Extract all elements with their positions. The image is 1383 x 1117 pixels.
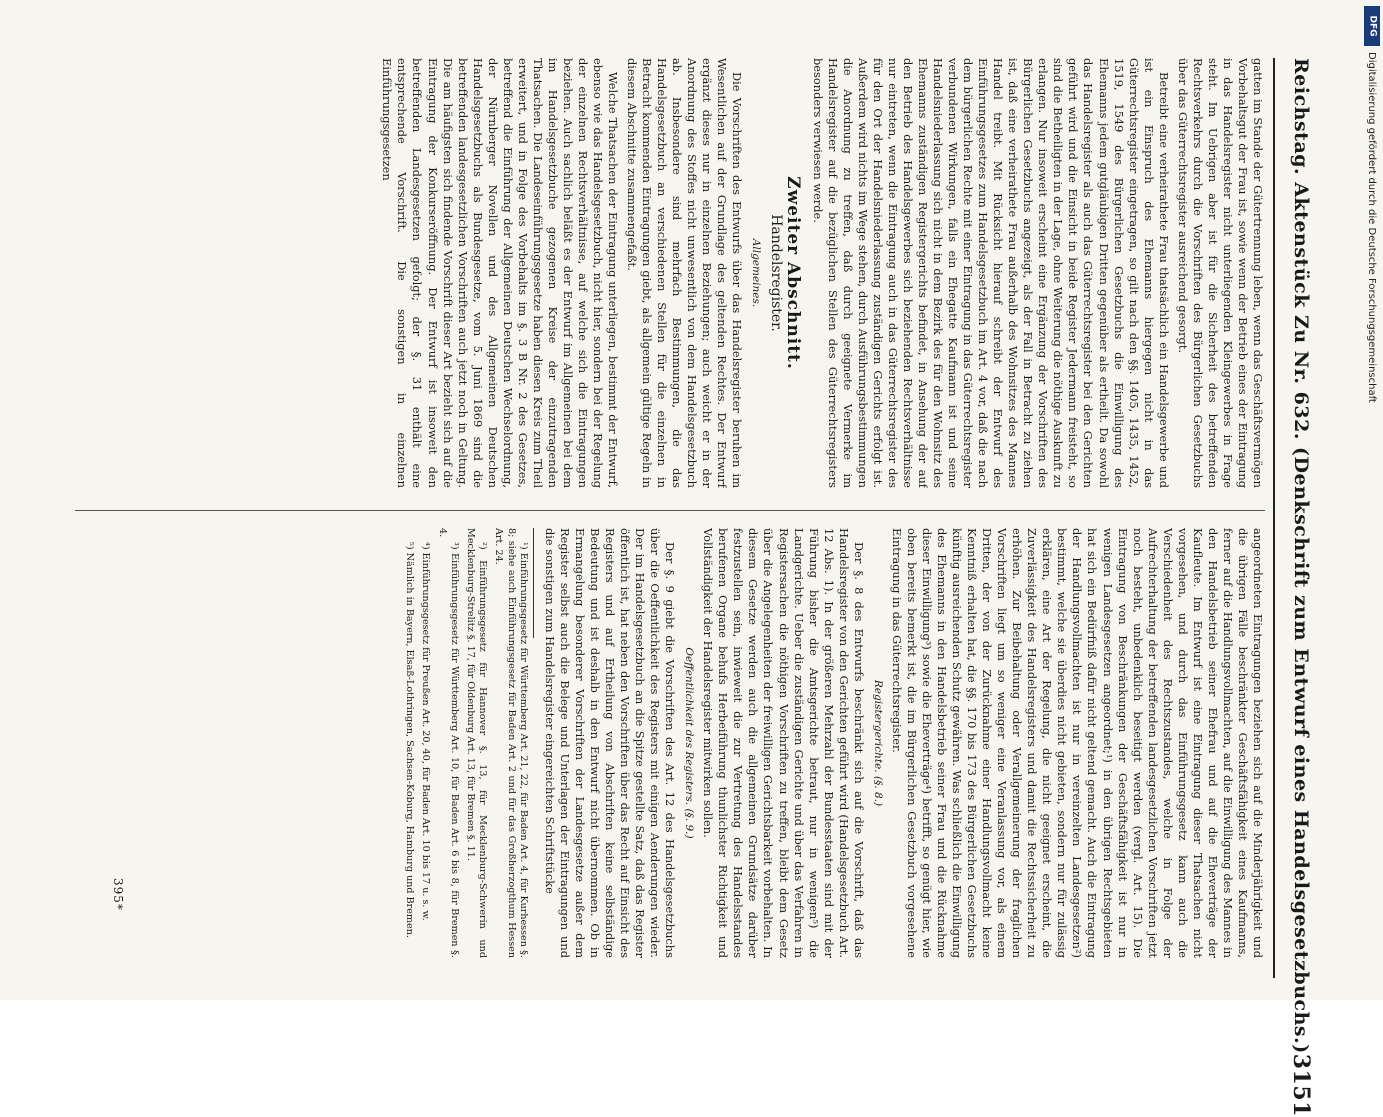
subheading-registergerichte: Registergerichte. (§. 8.) [871, 679, 884, 807]
section-intro-heading: Allgemeines. [750, 238, 763, 308]
page-number: 3151 [1288, 1053, 1314, 1117]
running-header [1277, 58, 1325, 1117]
column-divider [75, 510, 1265, 511]
dfg-funding-note: Digitalisierung gefördert durch die Deutsche Forschungsgemeinschaft [1366, 52, 1377, 403]
subheading-oeffentlichkeit: Oeffentlichkeit des Registers. (§. 9.) [683, 647, 696, 839]
paragraph: Der §. 8 des Entwurfs beschränkt sich auf die Vorschrift, daß das Handelsregister von den Gerichten geführt wird (Handelsgesetzbuch Art. 12 Abs. 1). In der größeren Mehrzahl der Bundesstaaten sind mit der Führung bisher die Amtsgerichte betraut, nur in wenigen⁵) die Landgerichte. Ueber die zuständigen Gerichte und über das Verfahren in Registersachen die nöthigen Vorschriften zu treffen, bleibt dem Gesetz über die Angelegenheiten der freiwilligen Gerichtsbarkeit vorbehalten. In diesem Gesetze werden auch die allgemeinen Grundsätze darüber festzustellen sein, inwieweit die zur Vertretung des Handelsstandes berufenen Organe behufs Herbeiführung thunlichster Richtigkeit und Vollständigkeit der Handelsregister mitwirken sollen. [701, 528, 866, 958]
section-title: Zweiter Abschnitt. [782, 176, 803, 370]
paragraph: angeordneten Eintragungen beziehen sich auf die Minderjährigkeit und die übrigen Fälle beschränkter Geschäftsfähigkeit eines Kaufmanns, ferner auf die Handlungsvollmachten, auf die Einwilligung des Mannes in den Handelsbetrieb seiner Ehefrau und auf die Eheverträge der Kaufleute. Im Entwurf ist eine Eintragung dieser Thatsachen nicht vorgesehen, und durch das Einführungsgesetz kann auch die Verschiedenheit des Rechtszustandes, welche in Folge der Aufrechterhaltung der betreffenden landesgesetzlichen Vorschriften jetzt noch besteht, unbedenklich beseitigt werden (vergl. Art. 15). Die Eintragung von Beschränkungen der Geschäftsfähigkeit ist nur in wenigen Landesgesetzen angeordnet;¹) in den übrigen Rechtsgebieten hat sich ein Bedürfniß dafür nicht geltend gemacht. Auch die Eintragung der Handlungsvollmachten ist nur in vereinzelten Landesgesetzen²) bestimmt, welche sie überdies nicht gebieten, sondern nur für zulässig erklären, eine Art der Regelung, die nicht geeignet erscheint, die Zuverlässigkeit des Handelsregisters und damit die Rechtssicherheit zu erhöhen. Zur Beibehaltung oder Verallgemeinerung der fraglichen Vorschriften liegt um so weniger eine Veranlassung vor, als einem Dritten, der von der Zurücknahme einer Handlungsvollmacht keine Kenntniß erhalten hat, die §§. 170 bis 173 des Bürgerlichen Gesetzbuchs künftig ausreichenden Schutz gewähren. Was schließlich die Einwilligung des Ehemanns in den Handelsbetrieb seiner Frau und die Rücknahme dieser Einwilligung³) sowie die Eheverträge⁴) betrifft, so genügt hier, wie oben bereits bemerkt ist, die im Bürgerlichen Gesetzbuch vorgesehene Eintragung in das Güterrechtsregister. [889, 528, 1265, 958]
footnote-rule [533, 528, 534, 638]
paragraph: Die Vorschriften des Entwurfs über das Handelsregister beruhen im Wesentlichen auf der Grundlage des geltenden Rechtes. Der Entwurf ergänzt dieses nur in einzelnen Beziehungen; auch weicht er in der Anordnung des Stoffes nicht unwesentlich von dem Handelsgesetzbuch ab. Insbesondere sind mehrfach Bestimmungen, die das Handelsgesetzbuch an verschiedenen Stellen für die einzelnen in Betracht kommenden Eintragungen giebt, als allgemein gültige Regeln in diesem Abschnitte zusammengefaßt. [625, 58, 745, 488]
dfg-logo [1364, 6, 1380, 46]
footnote: ²) Einführungsgesetz für Hannover §. 13, für Mecklenburg-Schwerin und Mecklenburg-Strelitz §. 17, für Oldenburg Art. 13, für Bremen §. 11. [464, 528, 489, 958]
left-column [55, 58, 1265, 488]
footnote: ⁵) Nämlich in Bayern, Elsaß-Lothringen, Sachsen-Koburg, Hamburg und Bremen. [404, 542, 416, 938]
paragraph: Welche Thatsachen der Eintragung unterliegen, bestimmt der Entwurf, ebenso wie das Handelsgesetzbuch, nicht hier, sondern bei der Regelung der einzelnen Rechtsverhältnisse, auf welche sich die Eintragungen beziehen. Auch sachlich beläßt es der Entwurf im Allgemeinen bei dem im Handelsgesetzbuche gezogenen Kreise der einzutragenden Thatsachen. Die Landeseinführungsgesetze haben diesen Kreis zum Theil erweitert, und in Folge des Vorbehalts im §. 3 B Nr. 2 des Gesetzes, betreffend die Einführung der Allgemeinen Deutschen Wechselordnung, der Nürnberger Novellen und des Allgemeinen Deutschen Handelsgesetzbuchs als Bundesgesetze, vom 5. Juni 1869 sind die betreffenden landesgesetzlichen Vorschriften auch jetzt noch in Geltung. Die am häufigsten sich findende Vorschrift dieser Art bezieht sich auf die Eintragung der Konkurseröffnung. Der Entwurf ist insoweit den betreffenden Landesgesetzen gefolgt; der §. 31 enthält eine entsprechende Vorschrift. Die sonstigen in einzelnen Einführungsgesetzen [380, 58, 621, 488]
signature-mark: 395* [111, 878, 125, 911]
rotated-document-page [35, 58, 1325, 1117]
header-rule [1273, 58, 1275, 978]
dfg-sidebar [1364, 6, 1380, 992]
section-subtitle: Handelsregister. [767, 214, 784, 332]
paragraph: Der §. 9 giebt die Vorschriften des Art. 12 des Handelsgesetzbuchs über die Oeffentlichkeit des Registers mit einigen Aenderungen wieder. Der im Handelsgesetzbuch an die Spitze gestellte Satz, daß das Register öffentlich ist, hat neben den Vorschriften über das Recht auf Einsicht des Registers und auf Ertheilung von Abschriften keine selbständige Bedeutung und ist deshalb in den Entwurf nicht übernommen. Ob in Ermangelung besonderer Vorschriften der Landesgesetze außer dem Register selbst auch die Belege und Unterlagen der Eintragungen und die sonstigen zum Handelsregister eingereichten Schriftstücke [542, 528, 678, 958]
header-title: Reichstag. Aktenstück Zu Nr. 632. (Denkschrift zum Entwurf eines Handelsgesetzbuchs.) [1290, 58, 1312, 1054]
dfg-logo-text: DFG [1367, 15, 1378, 37]
right-column [55, 528, 1265, 958]
footnote: ⁴) Einführungsgesetz für Preußen Art. 20, 40, für Baden Art. 10 bis 17 u. s. w. [420, 542, 432, 921]
footnote: ¹) Einführungsgesetz für Württemberg Art. 21, 22, für Baden Art. 4, für Kurhessen §. 8; siehe auch Einführungsgesetz für Baden Art. 2 und für das Großherzogthum Hessen Art. 24. [493, 528, 529, 958]
paragraph: Betreibt eine verheirathete Frau thatsächlich ein Handelsgewerbe und ist ein Einspruch des Ehemanns hiergegen nicht in das Güterrechtsregister eingetragen, so gilt nach den §§. 1405, 1435, 1452, 1519, 1549 des Bürgerlichen Gesetzbuchs die Einwilligung des Ehemanns jedem gutgläubigen Dritten gegenüber als ertheilt. Da sowohl das Handelsregister als auch das Güterrechtsregister bei den Gerichten geführt wird und die Einsicht in beide Register Jedermann freisteht, so sind die Betheiligten in der Lage, ohne Weiterung die nöthige Auskunft zu erlangen. Nur insoweit erscheint eine Ergänzung der Vorschriften des Bürgerlichen Gesetzbuchs angezeigt, als der Fall in Betracht zu ziehen ist, daß eine verheirathete Frau außerhalb des Wohnsitzes des Mannes Handel treibt. Mit Rücksicht hierauf schreibt der Entwurf des Einführungsgesetzes zum Handelsgesetzbuch im Art. 4 vor, daß die nach dem bürgerlichen Rechte mit einer Eintragung in das Güterrechtsregister verbundenen Wirkungen, falls ein Ehegatte Kaufmann ist und seine Handelsniederlassung sich nicht in dem Bezirk des für den Wohnsitz des Ehemanns zuständigen Registergerichts befindet, in Ansehung der auf den Betrieb des Handelsgewerbes sich beziehenden Rechtsverhältnisse nur eintreten, wenn die Eintragung auch in das Güterrechtsregister des für den Ort der Handelsniederlassung zuständigen Gerichts erfolgt ist. Außerdem wird nichts im Wege stehen, durch Ausführungsbestimmungen die Anordnung zu treffen, daß durch geeignete Vermerke im Handelsregister auf die bezüglichen Stellen des Güterrechtsregisters besonders verwiesen werde. [810, 58, 1171, 488]
paragraph: gatten im Stande der Gütertrennung leben, wenn das Geschäftsvermögen Vorbehaltsgut der Frau ist, sowie wenn der Betrieb eines der Eintragung in das Handelsregister nicht unterliegenden Kleingewerbes in Frage steht. Im Uebrigen aber ist für die Sicherheit des betreffenden Rechtsverkehrs durch die Vorschriften des Bürgerlichen Gesetzbuchs über das Güterrechtsregister ausreichend gesorgt. [1175, 58, 1265, 488]
footnote: ³) Einführungsgesetz für Württemberg Art. 10, für Baden Art. 6 bis 8, für Bremen §. 4. [436, 528, 460, 958]
